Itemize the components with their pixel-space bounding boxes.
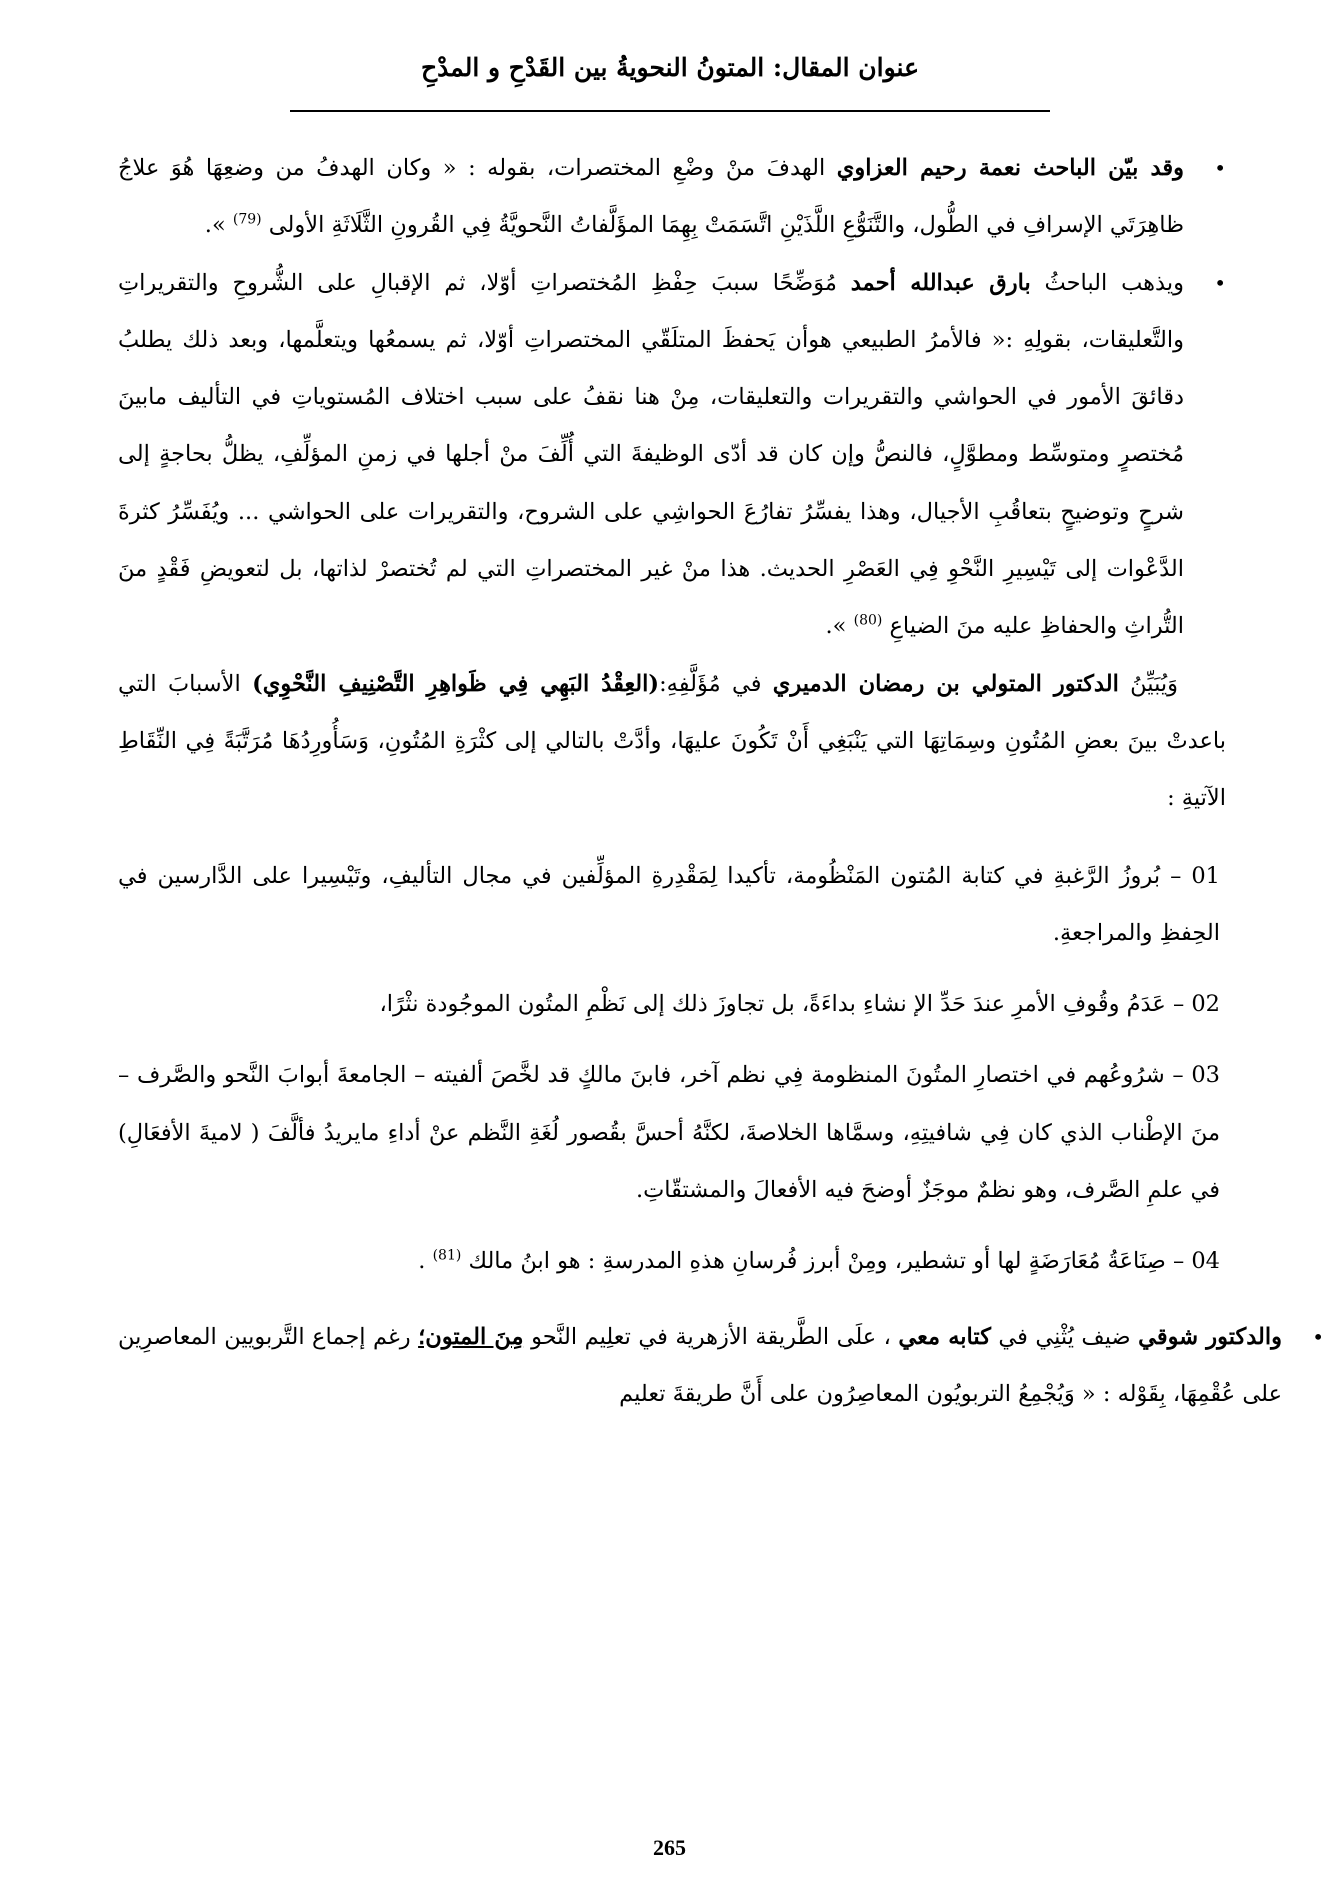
item-end: . <box>418 1248 433 1275</box>
article-title: عنوان المقال: المتونُ النحويةُ بين القَدْحِ و المدْحِ <box>421 53 919 82</box>
bold-underlined-phrase: مِنَ المتون؛ <box>418 1323 524 1350</box>
bullet-marker: • <box>1312 1324 1324 1349</box>
paragraph-shawqi <box>118 1309 1324 1424</box>
paragraph-lead: ويذهب الباحثُ <box>1030 269 1184 296</box>
item-text: – شرُوعُهم في اختصارِ المتُونَ المنظومة فِي نظم آخر، فابنَ مالكٍ قد لخَّصَ ألفيته – الجامعةَ أبوابَ النَّحو والصَّرف – منَ الإطْناب الذي كان فِي شافيتِهِ، وسمَّاها الخلاصةَ، لكنَّهُ أحسَّ بقُصور لُغَةِ النَّظم عنْ أداءِ مايريدُ فألَّفَ ( لاميةَ الأفعَالِ) في علمِ الصَّرف، وهو نظمٌ موجَزٌ أوضحَ فيه الأفعالَ والمشتقّاتِ. <box>118 1062 1220 1204</box>
paragraph-bariq <box>118 255 1226 656</box>
bold-book-title: كتابه معي <box>898 1323 991 1350</box>
list-item <box>118 848 1226 963</box>
bold-book-title: (العِقْدُ البَهِي فِي ظَواهِرِ التَّصْنِيفِ النَّحْوِي) <box>252 670 660 697</box>
page-number: 265 <box>653 1835 686 1860</box>
paragraph-mid: ، علَى الطَّريقة الأزهرية في تعلِيم النَّحو <box>523 1323 899 1350</box>
bold-author-name: بارق عبدالله أحمد <box>850 269 1031 296</box>
bold-author-name: والدكتور شوقي <box>1138 1323 1283 1350</box>
footnote-ref: (81) <box>432 1247 462 1264</box>
header-divider <box>290 110 1050 112</box>
item-number: 04 <box>1191 1248 1220 1275</box>
footnote-ref: (79) <box>232 211 262 228</box>
paragraph-end: ». <box>204 212 233 239</box>
bold-author-name: الدكتور المتولي بن رمضان الدميري <box>772 670 1119 697</box>
bullet-marker: • <box>1214 270 1226 295</box>
item-text: – صِنَاعَةُ مُعَارَضَةٍ لها أو تشطير، ومِنْ أبرز فُرسانِ هذهِ المدرسةِ : هو ابنُ مالك <box>461 1248 1192 1275</box>
article-body <box>118 140 1324 1423</box>
item-number: 02 <box>1191 991 1220 1018</box>
footnote-ref: (80) <box>853 612 883 629</box>
item-number: 03 <box>1191 1062 1220 1089</box>
running-header <box>180 48 1160 88</box>
paragraph-end: ». <box>825 613 854 640</box>
paragraph-mid: في مُؤَلَّفِهِ: <box>659 670 773 697</box>
paragraph-text: مُوَضِّحًا سببَ حِفْظِ المُختصراتِ أوّلا، ثم الإقبالِ على الشُّروحِ والتقريراتِ والتَّعليقات، بقولِهِ :« فالأمرُ الطبيعي هوأن يَحفظَ المتلَقّي المختصراتِ أوّلا، ثم يسمعُها ويتعلَّمها، وبعد ذلك يطلبُ دقائقَ الأمور في الحواشي والتقريرات والتعليقات، مِنْ هنا نقفُ على سبب اختلاف المُستوياتِ في التأليف مابينَ مُختصرٍ ومتوسِّط ومطوَّلٍ، فالنصُّ وإن كان قد أدّى الوظيفةَ التي أُلِّفَ منْ أجلها في زمنِ المؤلِّفِ، يظلُّ بحاجةٍ إلى شرحٍ وتوضيحٍ بتعاقُبِ الأجيال، وهذا يفسِّرُ تفارُعَ الحواشِي على الشروح، والتقريرات على الحواشي ... ويُفَسِّرُ كثرةَ الدَّعْوات إلى تَيْسِيرِ النَّحْوِ فِي العَصْرِ الحديث. هذا منْ غير المختصراتِ التي لم تُختصرْ لذاتها، بل لتعويضِ فَقْدٍ منَ التُّراثِ والحفاظِ عليه منَ الضياعِ <box>118 269 1184 640</box>
paragraph-lead: وَيُبَيِّنُ <box>1118 670 1178 697</box>
list-item <box>118 1047 1226 1219</box>
item-text: – عَدَمُ وقُوفِ الأمرِ عندَ حَدِّ الإ نشاءِ بداءَةً، بل تجاوزَ ذلك إلى نَظْمِ المتُون الموجُودة نثْرًا، <box>379 991 1192 1018</box>
numbered-list <box>118 848 1226 1291</box>
item-text: – بُروزُ الرَّغبةِ في كتابة المُتون المَنْظُومة، تأكيدا لِمَقْدِرةِ المؤلِّفين في مجال التأليفِ، وتَيْسِيرا على الدَّارسين في الحِفظِ والمراجعةِ. <box>118 862 1220 946</box>
list-item <box>118 1233 1226 1290</box>
bold-author-name: وقد بيّن الباحث نعمة رحيم العزاوي <box>836 155 1184 181</box>
paragraph-azzawi <box>118 140 1226 255</box>
list-item <box>118 976 1226 1033</box>
bullet-marker: • <box>1214 156 1226 180</box>
paragraph-dumairi <box>118 656 1226 828</box>
paragraph-text: الهدفَ منْ وضْعِ المختصرات، بقوله : « وكان الهدفُ من وضعِهَا هُوَ علاجُ ظاهِرَتَي الإسرافِ في الطُّول، والتَّنَوُّعِ اللَّذَيْنِ اتَّسَمَتْ بِهِمَا المؤَلَّفاتُ النَّحويَّةُ فِي القُرونِ الثَّلَاثَةِ الأولى <box>118 155 1184 239</box>
paragraph-text: رغم إجماع التَّربويين المعاصرِين على عُقْمِهَا، بِقَوْله : « وَيُجْمِعُ التربويُون المعاصِرُون على أَنَّ طريقةَ تعليم <box>118 1323 1282 1407</box>
paragraph-text: الأسبابَ التي باعدتْ بينَ بعضِ المُتُونِ وسِمَاتِهَا التي يَنْبَغِي أَنْ تَكُونَ عليهَا، وأدَّتْ بالتالي إلى كثْرَةِ المُتُونِ، وَسَأُورِدُهَا مُرَتَّبَةً فِي النِّقَاطِ الآتيةِ : <box>118 670 1226 812</box>
paragraph-mid: ضيف يُثْنِي في <box>990 1323 1139 1350</box>
item-number: 01 <box>1191 862 1220 889</box>
